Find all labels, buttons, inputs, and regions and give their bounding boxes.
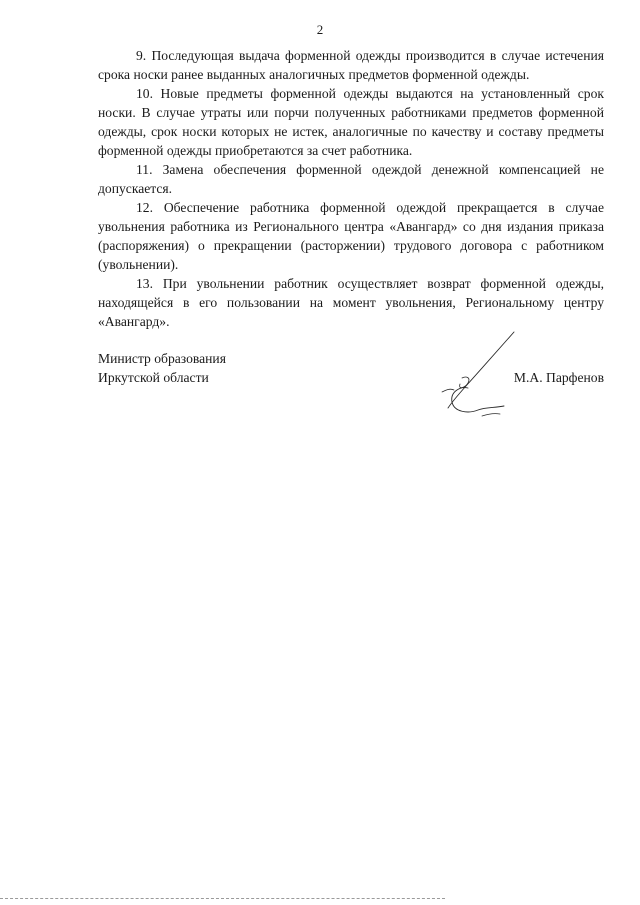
paragraph-13: 13. При увольнении работник осуществляет возврат форменной одежды, находящейся в его пользовании на момент увольнения, Региональному центру «Авангард». xyxy=(98,276,604,329)
paragraph-12: 12. Обеспечение работника форменной одеждой прекращается в случае увольнения работника из Регионального центра «Авангард» со дня издания приказа (распоряжения) о прекращении (расторжении) трудового договора с работником (увольнении). xyxy=(98,200,604,272)
page-bottom-edge xyxy=(0,898,445,899)
document-body xyxy=(98,46,604,331)
paragraph-9: 9. Последующая выдача форменной одежды производится в случае истечения срока носки ранее выданных аналогичных предметов форменной одежды. xyxy=(98,48,604,82)
paragraph-11: 11. Замена обеспечения форменной одеждой денежной компенсацией не допускается. xyxy=(98,162,604,196)
signer-title xyxy=(98,349,226,387)
signer-name: М.А. Парфенов xyxy=(513,370,604,385)
signature-block xyxy=(98,349,604,409)
page-number: 2 xyxy=(316,22,324,37)
handwritten-signature xyxy=(438,328,520,420)
paragraph-10: 10. Новые предметы форменной одежды выдаются на установленный срок носки. В случае утраты или порчи полученных работниками предметов форменной одежды, срок носки которых не истек, аналогичные по качеству и составу предметы форменной одежды приобретаются за счет работника. xyxy=(98,86,604,158)
signer-title-line1: Министр образования xyxy=(98,351,226,366)
signer-title-line2: Иркутской области xyxy=(98,370,209,385)
